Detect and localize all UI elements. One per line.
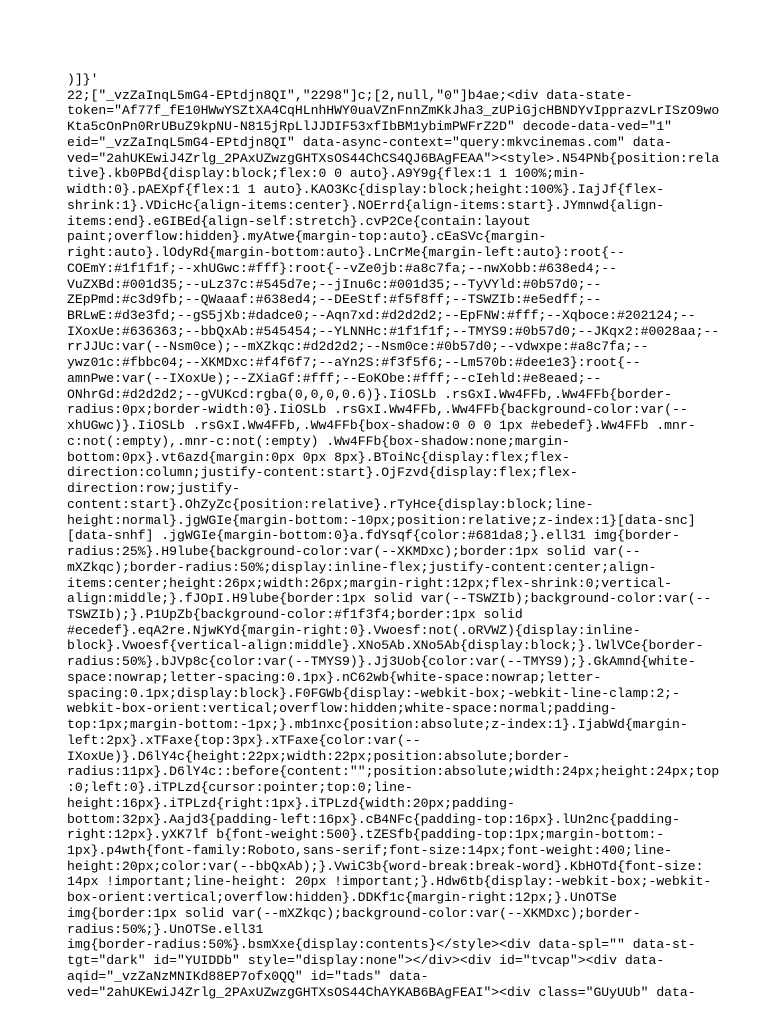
text-line: direction:row;justify- <box>67 481 240 497</box>
text-line: bottom:0px}.vt6azd{margin:0px 0px 8px}.BToiNc{display:flex;flex- <box>67 449 570 465</box>
text-line: img{border-radius:50%}.bsmXxe{display:contents}</style><div data-spl="" data-st- <box>67 937 696 953</box>
text-line: )]}' <box>67 72 99 87</box>
text-line: items:center;height:26px;width:26px;margin-right:12px;flex-shrink:0;vertical- <box>67 575 673 591</box>
text-line: content:start}.OhZyZc{position:relative}.rTyHce{display:block;line- <box>67 496 594 512</box>
text-line: 22;["_vzZaInqL5mG4-EPtdjn8QI","2298"]c;[2,null,"0"]b4ae;<div data-state- <box>67 87 633 103</box>
text-line: align:middle;}.fJOpI.H9lube{border:1px solid var(--TSWZIb);background-color:var(-- <box>67 591 712 607</box>
text-line: height:16px}.iTPLzd{right:1px}.iTPLzd{width:20px;padding- <box>67 795 515 811</box>
text-line: radius:25%}.H9lube{background-color:var(--XKMDxc);border:1px solid var(-- <box>67 544 641 560</box>
text-line: top:1px;margin-bottom:-1px;}.mb1nxc{position:absolute;z-index:1}.IjabWd{margin- <box>67 717 688 733</box>
text-line: eid="_vzZaInqL5mG4-EPtdjn8QI" data-async-context="query:mkvcinemas.com" data- <box>67 134 673 150</box>
text-line: radius:50%;}.UnOTSe.ell31 <box>67 921 264 937</box>
text-line: token="Af77f_fE10HWwYSZtXA4CqHLnhHWY0uaVZnFnnZmKkJha3_zUPiGjcHBNDYvIpprazvLrISzO9wo <box>67 103 720 119</box>
text-line: ONhrGd:#d2d2d2;--gVUKcd:rgba(0,0,0,0.6)}.IiOSLb .rsGxI.Ww4FFb,.Ww4FFb{border- <box>67 386 673 402</box>
text-line: height:20px;color:var(--bbQxAb);}.VwiC3b{word-break:break-word}.KbHOTd{font-size: <box>67 858 704 874</box>
text-line: BRLwE:#d3e3fd;--gS5jXb:#dadce0;--Aqn7xd:#d2d2d2;--EpFNW:#fff;--Xqboce:#202124;-- <box>67 308 696 324</box>
text-line: space:nowrap;letter-spacing:0.1px}.nC62wb{white-space:nowrap;letter- <box>67 669 602 685</box>
text-line: radius:50%}.bJVp8c{color:var(--TMYS9)}.Jj3Uob{color:var(--TMYS9);}.GkAmnd{white- <box>67 654 696 670</box>
text-line: webkit-box-orient:vertical;overflow:hidden;white-space:normal;padding- <box>67 701 618 717</box>
text-line: img{border:1px solid var(--mXZkqc);background-color:var(--XKMDxc);border- <box>67 905 641 921</box>
text-line: [data-snhf] .jgWGIe{margin-bottom:0}a.fdYsqf{color:#681da8;}.ell31 img{border- <box>67 528 680 544</box>
text-line: Kta5cOnPn0RrUBuZ9kpNU-N815jRpLlJJDIF53xfIbBM1ybimPWFrZ2D" decode-data-ved="1" <box>67 119 673 135</box>
text-line: :0;left:0}.iTPLzd{cursor:pointer;top:0;line- <box>67 780 413 796</box>
text-line: items:end}.eGIBEd{align-self:stretch}.cvP2Ce{contain:layout <box>67 213 531 229</box>
text-line: radius:0px;border-width:0}.IiOSLb .rsGxI.Ww4FFb,.Ww4FFb{background-color:var(-- <box>67 402 688 418</box>
text-line: 14px !important;line-height: 20px !important;}.Hdw6tb{display:-webkit-box;-webkit- <box>67 874 712 890</box>
text-line: TSWZIb);}.P1UpZb{background-color:#f1f3f4;border:1px solid <box>67 606 523 622</box>
text-line: COEmY:#1f1f1f;--xhUGwc:#fff}:root{--vZe0jb:#a8c7fa;--nwXobb:#638ed4;-- <box>67 260 618 276</box>
text-line: tgt="dark" id="YUIDDb" style="display:none"></div><div id="tvcap"><div data- <box>67 953 665 969</box>
text-line: tive}.kb0PBd{display:block;flex:0 0 auto}.A9Y9g{flex:1 1 100%;min- <box>67 166 586 182</box>
text-line: spacing:0.1px;display:block}.F0FGWb{display:-webkit-box;-webkit-line-clamp:2;- <box>67 685 680 701</box>
text-line: right:12px}.yXK7lf b{font-weight:500}.tZESfb{padding-top:1px;margin-bottom:- <box>67 827 665 843</box>
text-line: IXoxUe:#636363;--bbQxAb:#545454;--YLNNHc:#1f1f1f;--TMYS9:#0b57d0;--JKqx2:#0028aa;-- <box>67 323 720 339</box>
text-line: mXZkqc);border-radius:50%;display:inline-flex;justify-content:center;align- <box>67 559 657 575</box>
text-line: direction:column;justify-content:start}.OjFzvd{display:flex;flex- <box>67 465 578 481</box>
text-line: VuZXBd:#001d35;--uLz37c:#545d7e;--jInu6c:#001d35;--TyVYld:#0b57d0;-- <box>67 276 602 292</box>
text-line: IXoxUe)}.D6lY4c{height:22px;width:22px;position:absolute;border- <box>67 748 570 764</box>
text-line: xhUGwc)}.IiOSLb .rsGxI.Ww4FFb,.Ww4FFb{box-shadow:0 0 0 1px #ebedef}.Ww4FFb .mnr- <box>67 418 696 434</box>
raw-response-text <box>67 72 720 1000</box>
text-line: block}.Vwoesf{vertical-align:middle}.XNo5Ab.XNo5Ab{display:block;}.lWlVCe{border- <box>67 638 704 654</box>
text-line: shrink:1}.VDicHc{align-items:center}.NOErrd{align-items:start}.JYmnwd{align- <box>67 197 665 213</box>
text-line: ved="2ahUKEwiJ4Zrlg_2PAxUZwzgGHTXsOS44ChCS4QJ6BAgFEAA"><style>.N54PNb{position:rela <box>67 150 720 166</box>
text-line: paint;overflow:hidden}.myAtwe{margin-top:auto}.cEaSVc{margin- <box>67 229 547 245</box>
text-line: right:auto}.lOdyRd{margin-bottom:auto}.LnCrMe{margin-left:auto}:root{-- <box>67 245 625 261</box>
text-line: ywz01c:#fbbc04;--XKMDxc:#f4f6f7;--aYn2S:#f3f5f6;--Lm570b:#dee1e3}:root{-- <box>67 355 641 371</box>
text-line: aqid="_vzZaNzMNIKd88EP7ofx0QQ" id="tads" data- <box>67 968 429 984</box>
text-line: 1px}.p4wth{font-family:Roboto,sans-serif;font-size:14px;font-weight:400;line- <box>67 842 673 858</box>
text-line: #ecedef}.eqA2re.NjwKYd{margin-right:0}.Vwoesf:not(.oRVWZ){display:inline- <box>67 622 641 638</box>
text-line: box-orient:vertical;overflow:hidden}.DDKf1c{margin-right:12px;}.UnOTSe <box>67 890 618 906</box>
text-line: radius:11px}.D6lY4c::before{content:"";position:absolute;width:24px;height:24px;top <box>67 764 720 780</box>
text-line: ved="2ahUKEwiJ4Zrlg_2PAxUZwzgGHTXsOS44ChAYKAB6BAgFEAI"><div class="GUyUUb" data- <box>67 984 696 1000</box>
text-line: height:normal}.jgWGIe{margin-bottom:-10px;position:relative;z-index:1}[data-snc] <box>67 512 696 528</box>
text-line: bottom:32px}.Aajd3{padding-left:16px}.cB4NFc{padding-top:16px}.lUn2nc{padding- <box>67 811 680 827</box>
text-line: left:2px}.xTFaxe{top:3px}.xTFaxe{color:var(-- <box>67 732 421 748</box>
text-line: c:not(:empty),.mnr-c:not(:empty) .Ww4FFb{box-shadow:none;margin- <box>67 433 570 449</box>
text-line: width:0}.pAEXpf{flex:1 1 auto}.KAO3Kc{display:block;height:100%}.IajJf{flex- <box>67 182 665 198</box>
text-line: ZEpPmd:#c3d9fb;--QWaaaf:#638ed4;--DEeStf:#f5f8ff;--TSWZIb:#e5edff;-- <box>67 292 602 308</box>
text-line: amnPwe:var(--IXoxUe);--ZXiaGf:#fff;--EoKObe:#fff;--cIehld:#e8eaed;-- <box>67 370 602 386</box>
text-line: rrJJUc:var(--Nsm0ce);--mXZkqc:#d2d2d2;--Nsm0ce:#0b57d0;--vdwxpe:#a8c7fa;-- <box>67 339 649 355</box>
